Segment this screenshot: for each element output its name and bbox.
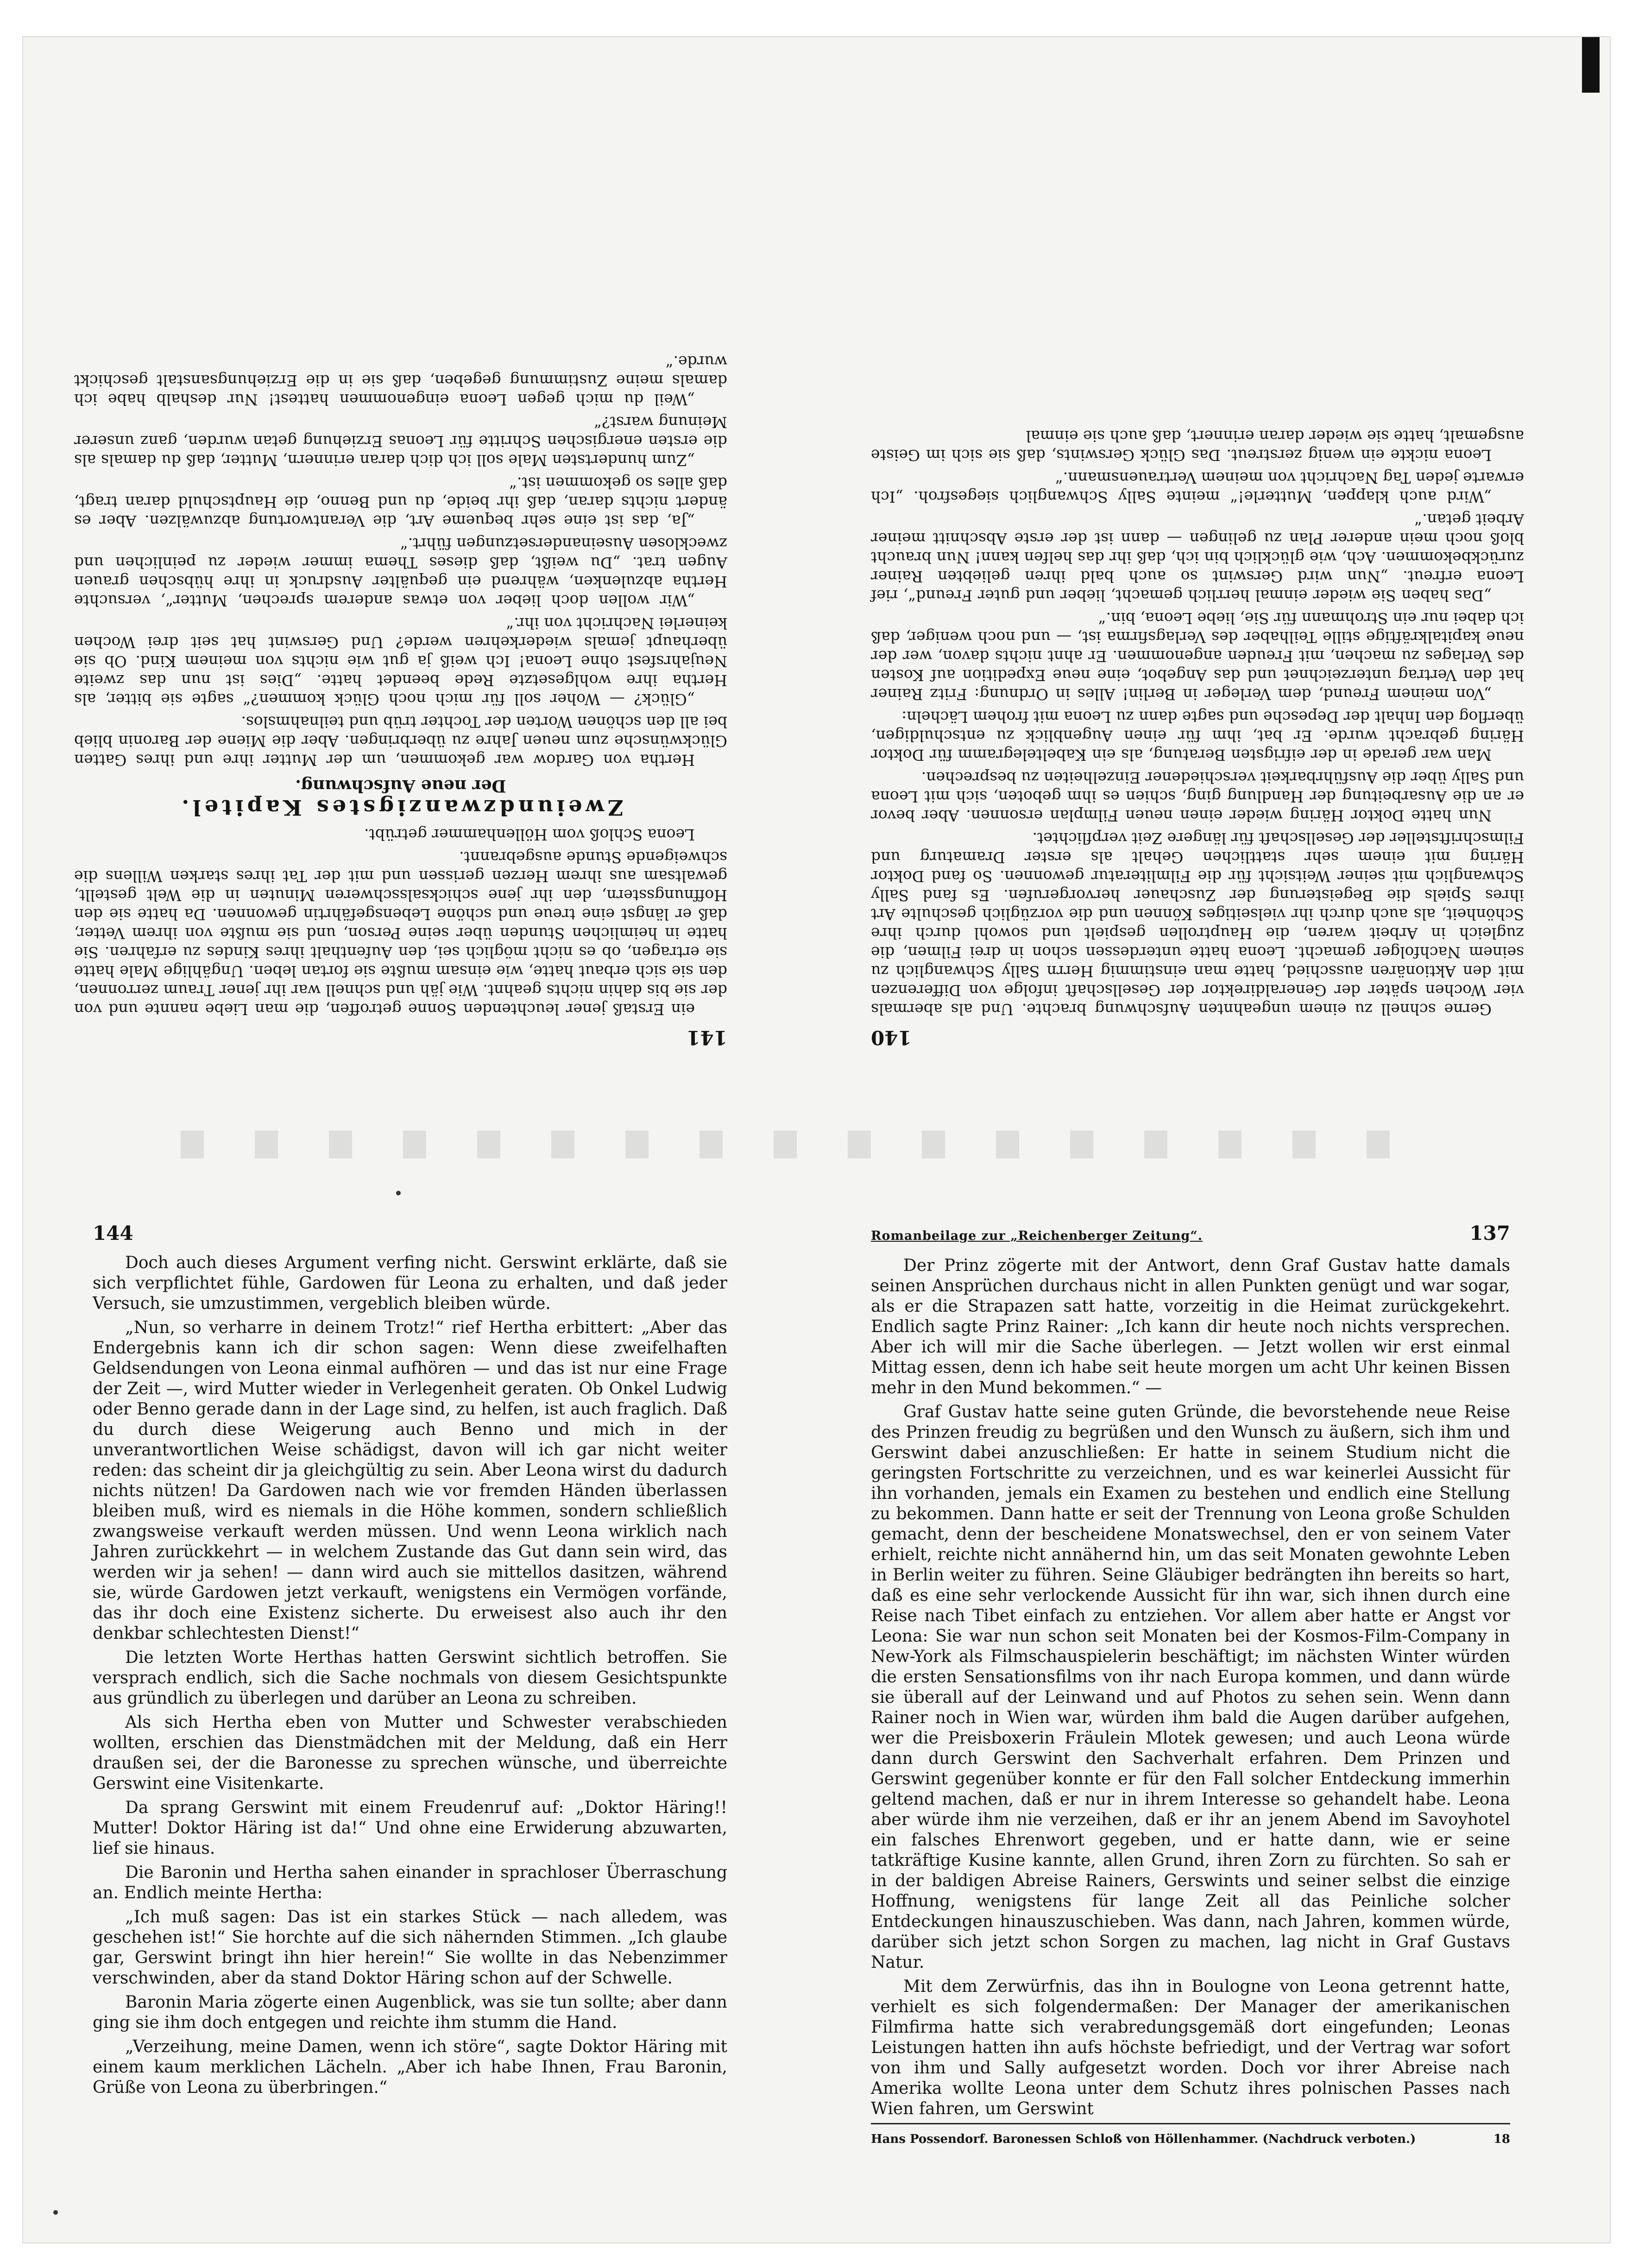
paragraph: Graf Gustav hatte seine guten Gründe, die bevorstehende neue Reise des Prinzen freudig zu begrüßen und den Wunsch zu äußern, sich ihm und Gerswint dabei anzuschließen: Er hatte in seinem Studium nicht die geringsten Fortschritte zu verzeichnen, und es war keinerlei Aussicht für ihn vorhanden, jemals ein Examen zu bestehen und endlich eine Stellung zu bekommen. Dann hatte er seit der Trennung von Leona große Schulden gemacht, denn der bescheidene Monatswechsel, den er von seinem Vater erhielt, reichte nicht annähernd hin, um das seit Monaten gewohnte Leben in Berlin weiter zu führen. Seine Gläubiger bedrängten ihn bereits so hart, daß es eine sehr verlockende Aussicht für ihn war, sich ihnen durch eine Reise nach Tibet einfach zu entziehen. Vor allem aber hatte er Angst vor Leona: Sie war nun schon seit Monaten bei der Kosmos-Film-Company in New-York als Filmschauspielerin beschäftigt; im nächsten Winter würden die ersten Sensationsfilms von ihr nach Europa kommen, und dann würde sie überall auf der Leinwand und auf Photos zu sehen sein. Wenn dann Rainer noch in Wien war, würden ihm bald die Augen darüber aufgehen, wer die Preisboxerin Fräulein Mlotek gewesen; und auch Leona würde dann durch Gerswint den Sachverhalt erfahren. Dem Prinzen und Gerswint gegenüber konnte er für den Fall solcher Entdeckung immerhin geltend machen, daß er nur in ihrem Interesse so gehandelt habe. Leona aber würde ihm nie verzeihen, daß er ihr an jenem Abend im Savoyhotel ein falsches Ehrenwort gegeben, und er hatte dann, wie er seine tatkräftige Kusine kannte, allen Grund, ihren Zorn zu fürchten. So sah er in der baldigen Abreise Rainers, Gerswints und seiner selbst die einzige Hoffnung, wenigstens für lange Zeit all das Peinliche solcher Entdeckungen hinauszuschieben. Was dann, nach Jahren, kommen würde, darüber sich jetzt schon Sorgen zu machen, lag nicht in Graf Gustavs Natur.	[871, 1402, 1510, 1972]
paragraph: „Glück? — Woher soll für mich noch Glück kommen?“ sagte sie bitter, als Hertha ihre wohlgesetzte Rede beendet hatte. „Dies ist nun das zweite Neujahrsfest ohne Leona! Ich weiß ja gut wie nichts von meinem Kind. Ob sie überhaupt jemals wiederkehren werde? Und Gerswint hat seit drei Wochen keinerlei Nachricht von ihr.“	[74, 614, 727, 708]
paragraph: Nun hatte Doktor Häring wieder einen neuen Filmplan ersonnen. Aber bevor er an die Ausarbeitung der Handlung ging, schien es ihm geboten, sich mit Leona und Sally über die Ausführbarkeit verschiedener Einzelheiten zu besprechen.	[871, 769, 1524, 825]
paragraph: „Ich muß sagen: Das ist ein starkes Stück — nach alledem, was geschehen ist!“ Sie horchte auf die sich nähernden Stimmen. „Ich glaube gar, Gerswint bringt ihn hier herein!“ Sie wollte in das Nebenzimmer verschwinden, aber da stand Doktor Häring schon auf der Schwelle.	[93, 1908, 727, 1988]
upper-right-header	[871, 1028, 1524, 1047]
paragraph: „Ja, das ist eine sehr bequeme Art, die Verantwortung abzuwälzen. Aber es ändert nichts daran, daß ihr beide, du und Benno, die Hauptschuld daran tragt, daß alles so gekommen ist.“	[74, 474, 727, 530]
page-footer	[871, 2129, 1510, 2149]
scan-speck	[53, 2210, 58, 2215]
paragraph: „Verzeihung, meine Damen, wenn ich störe“, sagte Doktor Häring mit einem kaum merklichen Lächeln. „Aber ich habe Ihnen, Frau Baronin, Grüße von Leona zu überbringen.“	[93, 2037, 727, 2097]
paragraph: Man war gerade in der eifrigsten Beratung, als ein Kabeltelegramm für Doktor Häring gebracht wurde. Er bat, ihm für einen Augenblick zu entschuldigen, überflog den Inhalt der Depesche und sagte dann zu Leona mit frohem Lächeln:	[871, 708, 1524, 764]
lower-right-page-number: 137	[1469, 1222, 1510, 1245]
upper-left-header	[74, 1028, 727, 1047]
scan-corner-mark	[1582, 37, 1600, 93]
paragraph: Doch auch dieses Argument verfing nicht. Gerswint erklärte, daß sie sich verpflichtet fühle, Gardowen für Leona zu erhalten, und daß jeder Versuch, sie umzustimmen, vergeblich bleiben würde.	[93, 1253, 727, 1313]
scanned-spread	[22, 36, 1611, 2243]
paragraph: „Zum hundertsten Male soll ich dich daran erinnern, Mutter, daß du damals als die ersten energischen Schritte für Leonas Erziehung getan wurden, ganz unserer Meinung warst?“	[74, 413, 727, 469]
paragraph: „Wird auch klappen, Mutterle!“ meinte Sally Schwanglich siegesfroh. „Ich erwarte jeden Tag Nachricht von meinem Vertrauensmann.“	[871, 469, 1524, 506]
upper-right-page	[871, 176, 1524, 1047]
paragraph: „Von meinem Freund, dem Verleger in Berlin! Alles in Ordnung: Fritz Rainer hat den Vertrag unterzeichnet und das Angebot, eine neue Expedition auf Kosten des Verlages zu machen, mit Freuden angenommen. Er ahnt nichts davon, wer der neue kapitalkräftige stille Teilhaber des Verlagsfirma ist, — und noch weniger, daß ich dabei nur ein Strohmann für Sie, liebe Leona, bin.“	[871, 609, 1524, 703]
paragraph: Leona Schloß vom Höllenhammer getrübt.	[364, 826, 695, 844]
lower-left-page-number: 144	[93, 1222, 133, 1245]
paragraph: Der Prinz zögerte mit der Antwort, denn Graf Gustav hatte damals seinen Ansprüchen durchaus nicht in allen Punkten genügt und war sogar, als er die Strapazen satt hatte, vorzeitig in die Heimat zurückgekehrt. Endlich sagte Prinz Rainer: „Ich kann dir heute noch nichts versprechen. Aber ich will mir die Sache überlegen. — Jetzt wollen wir erst einmal Mittag essen, denn ich habe seit heute morgen um acht Uhr keinen Bissen mehr in den Mund bekommen.“ —	[871, 1256, 1510, 1397]
paragraph: Mit dem Zerwürfnis, das ihn in Boulogne von Leona getrennt hatte, verhielt es sich folgendermaßen: Der Manager der amerikanischen Filmfirma hatte sich verabredungsgemäß dort eingefunden; Leonas Leistungen hatten ihn aufs höchste befriedigt, und der Vertrag war sofort von ihm und Sally aufgesetzt worden. Doch vor ihrer Abreise nach Amerika wollte Leona unter dem Schutz ihres polnischen Passes nach Wien fahren, um Gerswint	[871, 1977, 1510, 2118]
paragraph: Leona nickte ein wenig zerstreut. Das Glück Gerswints, daß sie sich im Geiste ausgemalt, hatte sie wieder daran erinnert, daß auch sie einmal	[871, 427, 1524, 464]
paragraph: Hertha von Gardow war gekommen, um der Mutter ihre und ihres Gatten Glückwünsche zum neuen Jahre zu überbringen. Aber die Miene der Baronin blieb bei all den schönen Worten der Tochter trüb und teilnahmslos.	[74, 713, 727, 769]
paragraph: „Weil du mich gegen Leona eingenommen hattest! Nur deshalb habe ich damals meine Zustimmung gegeben, daß sie in die Erziehungsanstalt geschickt wurde.“	[74, 353, 727, 409]
supplement-heading: Romanbeilage zur „Reichenberger Zeitung“.	[871, 1229, 1203, 1243]
paragraph: Die letzten Worte Herthas hatten Gerswint sichtlich betroffen. Sie versprach endlich, sich die Sache nochmals von diesem Gesichtspunkte aus gründlich zu überlegen und darüber an Leona zu schreiben.	[93, 1648, 727, 1708]
lower-right-header	[871, 1223, 1510, 1246]
signature-number: 18	[1493, 2132, 1510, 2146]
scan-bleed-through	[162, 1131, 1413, 1158]
chapter-title: Zweiundzwanzigstes Kapitel.	[178, 795, 624, 820]
paragraph: Als sich Hertha eben von Mutter und Schwester verabschieden wollten, erschien das Dienstmädchen mit der Meldung, daß ein Herr draußen sei, der die Baronesse zu sprechen wünsche, und überreichte Gerswint eine Visitenkarte.	[93, 1713, 727, 1793]
paragraph: Baronin Maria zögerte einen Augenblick, was sie tun sollte; aber dann ging sie ihm doch entgegen und reichte ihm stumm die Hand.	[93, 1993, 727, 2032]
chapter-subtitle: Der neue Aufschwung.	[295, 776, 506, 796]
scan-speck	[396, 1191, 401, 1195]
lower-left-page	[93, 1223, 727, 2168]
footer-rule	[871, 2123, 1510, 2124]
lower-right-page	[871, 1223, 1510, 2168]
paragraph: „Das haben Sie wieder einmal herrlich gemacht, lieber und guter Freund“, rief Leona erfreut. „Nun wird Gerswint so auch bald ihren geliebten Rainer zurückbekommen. Ach, wie glücklich bin ich, daß ihr das helfen kann! Nun braucht bloß noch mein anderer Plan zu gelingen — dann ist der erste Abschnitt meiner Arbeit getan.“	[871, 511, 1524, 605]
paragraph: Die Baronin und Hertha sahen einander in sprachloser Überraschung an. Endlich meinte Hertha:	[93, 1863, 727, 1902]
paragraph: ein Erstaß jener leuchtenden Sonne getroffen, die man Liebe nannte und von der sie bis dahin nichts geahnt. Wie jäh und schnell war ihr jener Traum zerronnen, den sie sich erbaut hatte, wie einsam mußte sie fortan leben. Ungählige Male hatte sie ertragen, ob es nicht möglich sei, den Aufenthalt ihres Kindes zu erfahren. Sie hatte in heimlichen Stunden über seine Person, und sie mußte von ihrem Vetter, daß er längst eine treue und schöne Lebensgefährtin gewonnen. Da hatte sie den Hoffnungsstern, den ihr jene schicksalsschweren Minuten in die Welt gestellt, gewaltsam aus ihrem Herzen gerissen und mit der Tat ihres starken Willens die schweigende Stunde ausgebrannt.	[74, 848, 727, 1018]
paragraph: „Nun, so verharre in deinem Trotz!“ rief Hertha erbittert: „Aber das Endergebnis kann ich dir schon sagen: Wenn diese zweifelhaften Geldsendungen von Leona einmal aufhören — und das ist nur eine Frage der Zeit —, wird Mutter wieder in Verlegenheit geraten. Ob Onkel Ludwig oder Benno gerade dann in der Lage sind, zu helfen, ist auch fraglich. Daß du durch diese Weigerung auch Benno und mich in der unverantwortlichen Weise schädigst, davon will ich gar nicht weiter reden: das scheint dir ja gleichgültig zu sein. Aber Leona wirst du dadurch nichts nützen! Da Gardowen nach wie vor fremden Händen überlassen bleiben muß, wird es niemals in die Höhe kommen, sondern schließlich zwangsweise verkauft werden müssen. Und wenn Leona wirklich nach Jahren zurückkehrt — in welchem Zustande das Gut dann sein wird, das werden wir ja sehen! — dann wird auch sie mittellos dasitzen, während sie, würde Gardowen jetzt verkauft, wenigstens ein Vermögen vorfände, das ihr doch eine Existenz sicherte. Du erweisest also auch ihr den denkbar schlechtesten Dienst!“	[93, 1318, 727, 1643]
lower-left-header	[93, 1223, 727, 1244]
paragraph: Da sprang Gerswint mit einem Freudenruf auf: „Doktor Häring!! Mutter! Doktor Häring ist da!“ Und ohne eine Erwiderung abzuwarten, lief sie hinaus.	[93, 1798, 727, 1858]
paragraph: Gerne schnell zu einem ungeahnten Aufschwung brachte. Und als abermals vier Wochen später der Generaldirektor der Gesellschaft infolge von Differenzen mit den Aktionären ausschied, hatte man einstimmig Herrn Sally Schwanglich zu seinem Nachfolger gemacht. Leona hatte unterdessen schon in drei Filmen, die zugleich in Arbeit waren, die Hauptrollen gespielt und sowohl durch ihre Schönheit, als auch durch ihr vielseitiges Können und die vorzüglich geschulte Art ihres Spiels die Begeisterung der Zuschauer hervorgerufen. Es fand Sally Schwanglich mit seiner Weitsicht für die Filmliteratur gewonnen. So fand Doktor Häring mit einem sehr stattlichen Gehalt als erster Dramaturg und Filmschriftsteller der Gesellschaft für längere Zeit verpflichtet.	[871, 829, 1524, 1018]
upper-left-page	[74, 176, 727, 1047]
paragraph: „Wir wollen doch lieber von etwas anderem sprechen, Mutter“, versuchte Hertha abzulenken, während ein gequälter Ausdruck in ihre hübschen grauen Augen trat. „Du weißt, daß dieses Thema immer wieder zu peinlichen und zwecklosen Auseinandersetzungen führt.“	[74, 535, 727, 610]
footer-credit: Hans Possendorf. Baronessen Schloß von Höllenhammer. (Nachdruck verboten.)	[871, 2132, 1416, 2146]
upper-left-page-number: 141	[687, 1026, 727, 1049]
upper-right-page-number: 140	[871, 1026, 912, 1049]
